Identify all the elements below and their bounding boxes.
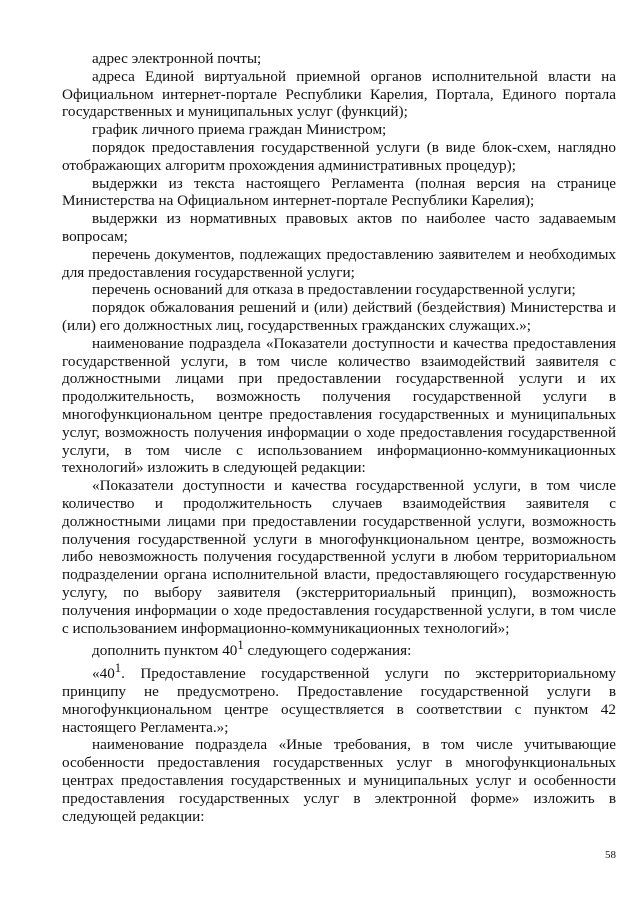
paragraph: адрес электронной почты; [92,50,262,67]
paragraph: график личного приема граждан Министром; [92,121,387,139]
text-run: «40 [92,665,115,683]
superscript: 1 [114,661,122,676]
document-body [62,50,616,825]
paragraph: «Показатели доступности и качества государственной услуги, в том числе количество и продолжительность случаев взаимодействия заявителя с должностными лицами при предоставлении государственной услуги, возможность получения государственной услуги в многофункциональном центре, возможность либо невозможность получения государственной услуги в любом территориальном подразделении органа исполнительной власти, предоставляющего государственную услугу, по выбору заявителя (экстерриториальный принцип), возможность получения информации о ходе предоставления государственной услуги, в том числе с использованием информационно-коммуникационных технологий»; [62,477,616,637]
paragraph: наименование подраздела «Показатели доступности и качества предоставления государственной услуги, в том числе количество взаимодействий заявителя с должностными лицами при предоставлении государственной услуги и их продолжительность, возможность получения государственной услуги в многофункциональном центре предоставления государственных и муниципальных услуг, возможность получения информации о ходе предоставления государственной услуги, в том числе с использованием информационно-коммуникационных технологий» изложить в следующей редакции: [62,334,616,477]
text-run: . Предоставление государственной услуги по экстерриториальному принципу не предусмотрено. Предоставление государственной услуги в многофункциональном центре осуществляется в соответствии с пунктом 42 настоящего Регламента.»; [62,665,616,736]
paragraph: перечень оснований для отказа в предоставлении государственной услуги; [92,281,576,299]
paragraph: перечень документов, подлежащих предоставлению заявителем и необходимых для предоставления государственной услуги; [62,245,616,281]
page-number: 58 [605,849,616,861]
paragraph-add-point [62,637,616,660]
text-run: следующего содержания: [243,642,412,660]
paragraph: адреса Единой виртуальной приемной органов исполнительной власти на Официальном интернет-портале Республики Карелия, Портала, Единого портала государственных и муниципальных услуг (функций); [62,67,616,121]
superscript: 1 [237,638,244,653]
paragraph-point-40-1 [62,660,616,736]
paragraph: порядок обжалования решений и (или) действий (бездействия) Министерства и (или) его должностных лиц, государственных гражданских служащих.»; [62,299,616,334]
paragraph: выдержки из текста настоящего Регламента (полная версия на странице Министерства на Официальном интернет-портале Республики Карелия); [62,174,616,210]
paragraph: порядок предоставления государственной услуги (в виде блок-схем, наглядно отображающих алгоритм прохождения административных процедур); [62,138,616,174]
paragraph: выдержки из нормативных правовых актов по наиболее часто задаваемым вопросам; [62,210,616,245]
paragraph: наименование подраздела «Иные требования, в том числе учитывающие особенности предоставления государственных услуг в многофункциональных центрах предоставления государственных и муниципальных услуг и особенности предоставления государственных услуг в электронной форме» изложить в следующей редакции: [62,736,616,825]
text-run: дополнить пунктом 40 [92,642,238,660]
